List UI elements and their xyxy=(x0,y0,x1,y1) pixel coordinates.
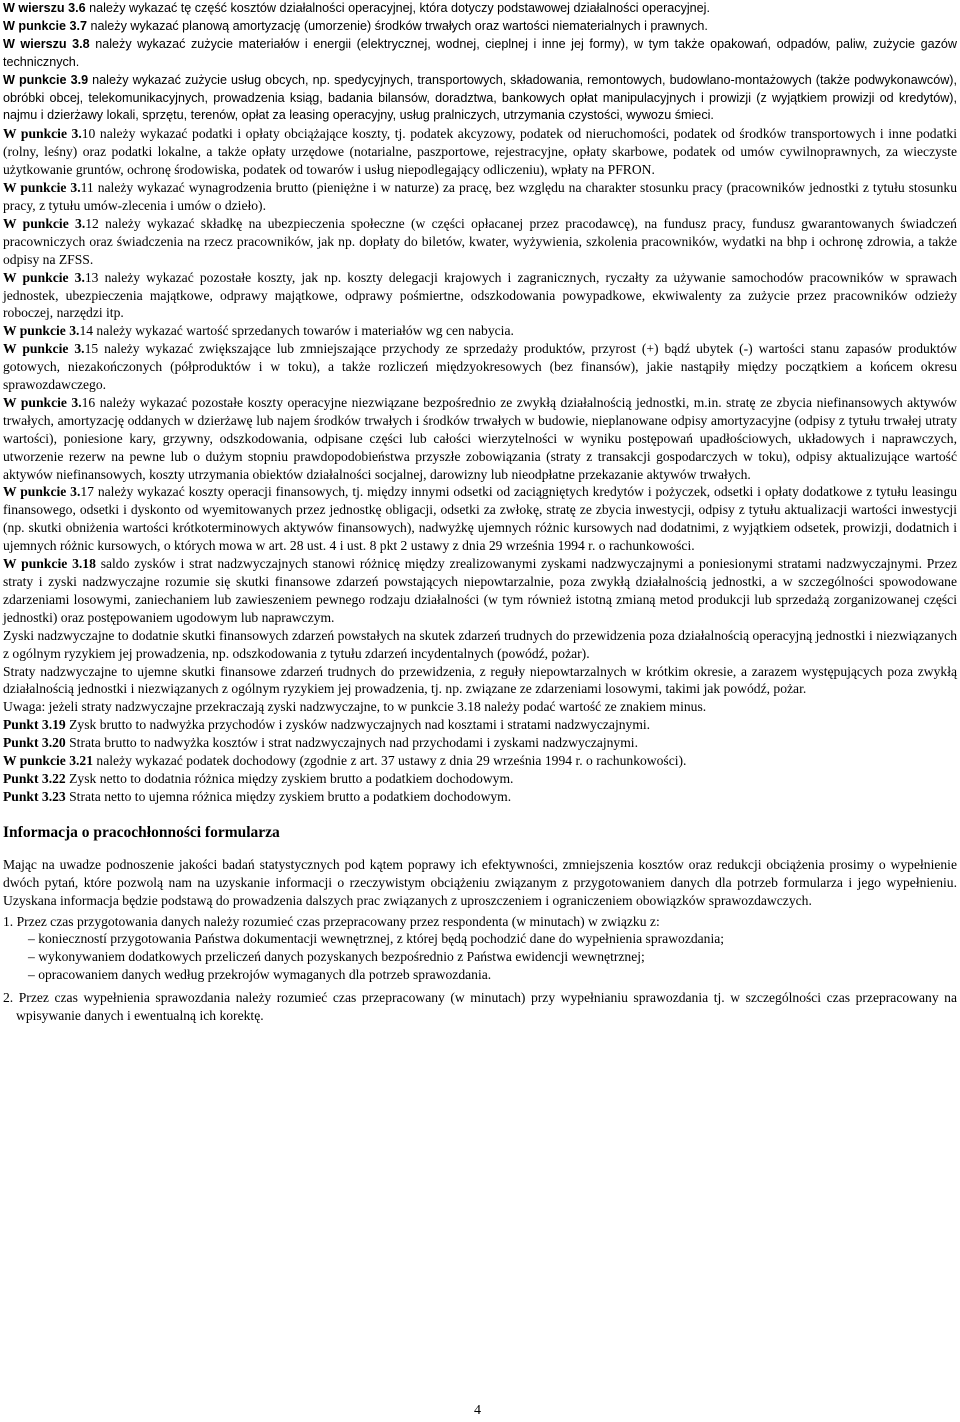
instruction-paragraph xyxy=(3,215,957,269)
instruction-paragraph xyxy=(3,18,957,36)
dash-item: – wykonywaniem dodatkowych przeliczeń danych pozyskanych bezpośrednio z Państwa ewidencji wewnętrznej; xyxy=(28,949,645,965)
instruction-paragraph xyxy=(3,663,957,699)
instruction-lead: W punkcie 3. xyxy=(3,484,81,500)
instruction-lead: W punkcie 3.7 xyxy=(3,18,87,33)
instruction-text: 13 należy wykazać pozostałe koszty, jak np. koszty delegacji krajowych i zagranicznych, ryczałty za używanie samochodów pracowników w sprawach jednostek, ubezpieczenia majątkowe, odprawy majątkowe, odprawy pośmiertne, odszkodowania powypadkowe, ekwiwalenty za zużycie przez pracowników odzieży roboczej, narzędzi itp. xyxy=(3,269,957,321)
instruction-lead: W punkcie 3. xyxy=(3,215,86,231)
instruction-paragraph xyxy=(3,698,957,716)
instruction-text: Straty nadzwyczajne to ujemne skutki finansowe zdarzeń trudnych do przewidzenia, z reguły niepowtarzalnych w krótkim okresie, a zarazem występujących poza zwykłą działalnością jednostki i niezwiązanych z ogólnym ryzykiem jej prowadzenia, tj. np. związane ze zdarzeniami losowymi, takimi jak powódź, pożar. xyxy=(3,663,957,697)
instruction-lead: Punkt 3.20 xyxy=(3,735,66,751)
instruction-paragraph xyxy=(3,716,957,734)
instruction-lead: W punkcie 3.21 xyxy=(3,753,94,769)
instruction-paragraph xyxy=(3,340,957,394)
instruction-lead: Punkt 3.19 xyxy=(3,717,66,733)
instruction-paragraph xyxy=(3,788,957,806)
instruction-text: Zysk netto to dodatnia różnica między zyskiem brutto a podatkiem dochodowym. xyxy=(65,770,514,786)
instruction-text: Uwaga: jeżeli straty nadzwyczajne przekraczają zyski nadzwyczajne, to w punkcie 3.18 należy podać wartość ze znakiem minus. xyxy=(3,699,707,715)
instruction-paragraph xyxy=(3,0,957,18)
dash-item: – opracowaniem danych według przekrojów wymaganych dla potrzeb sprawozdania. xyxy=(28,967,492,983)
instruction-lead: W punkcie 3. xyxy=(3,394,82,410)
instruction-paragraph xyxy=(3,72,957,126)
question-2: 2. Przez czas wypełnienia sprawozdania należy rozumieć czas przepracowany (w minutach) przy wypełnianiu sprawozdania tj. w szczególności czas przepracowany na wpisywanie danych i ewentualną ich korektę. xyxy=(3,990,957,1024)
instruction-text: 11 należy wykazać wynagrodzenia brutto (pieniężne i w naturze) za pracę, bez względu na charakter stosunku pracy (pracowników jednostki z tytułu stosunku pracy, z tytułu umów-zlecenia i umów o dzieło). xyxy=(3,180,957,213)
instruction-text: Zysk brutto to nadwyżka przychodów i zysków nadzwyczajnych nad kosztami i stratami nadzwyczajnymi. xyxy=(65,717,651,733)
instruction-text: należy wykazać planową amortyzację (umorzenie) środków trwałych oraz wartości niematerialnych i prawnych. xyxy=(86,18,708,33)
instruction-lead: W punkcie 3.18 xyxy=(3,556,96,572)
instruction-paragraph xyxy=(3,125,957,179)
instruction-paragraph xyxy=(3,269,957,323)
instruction-lead: W punkcie 3. xyxy=(3,341,85,357)
instruction-text: 15 należy wykazać zwiększające lub zmniejszające przychody ze sprzedaży produktów, przyrost (+) bądź ubytek (-) wartości stanu zapasów produktów gotowych, niezakończonych (półproduktów i w toku), a także rozliczeń międzyokresowych (bez finansów), jakie nastąpiły między początkiem a końcem okresu sprawozdawczego. xyxy=(3,341,957,393)
intro-paragraph: Mając na uwadze podnoszenie jakości badań statystycznych pod kątem poprawy ich efektywności, zmniejszenia kosztów oraz redukcji obciążenia prosimy o wypełnienie dwóch pytań, które pozwolą nam na uzyskanie informacji o rzeczywistym obciążeniu związanym z przygotowaniem danych dla potrzeb formularza i jego wypełnieniu. Uzyskana informacja będzie podstawą do prowadzenia dalszych prac związanych z uproszczeniem i ograniczeniem obowiązków sprawozdawczych. xyxy=(3,856,957,908)
instruction-lead: Punkt 3.22 xyxy=(3,770,66,786)
instruction-text: należy wykazać tę część kosztów działalności operacyjnej, która dotyczy podstawowej działalności operacyjnej. xyxy=(85,1,710,15)
instruction-paragraph xyxy=(3,36,957,72)
page-number: 4 xyxy=(474,1403,481,1418)
instruction-paragraph xyxy=(3,483,957,555)
instruction-paragraph xyxy=(3,179,957,215)
section-heading: Informacja o pracochłonności formularza xyxy=(3,823,280,841)
instruction-text: 14 należy wykazać wartość sprzedanych towarów i materiałów wg cen nabycia. xyxy=(79,323,514,339)
instruction-text: 12 należy wykazać składkę na ubezpieczenia społeczne (w części opłacanej przez pracodawcę), na fundusz pracy, fundusz gwarantowanych świadczeń pracowniczych oraz świadczenia na rzecz pracowników, jak np. dopłaty do biletów, kwater, wyżywienia, szkolenia pracowników, wydatki na bhp i ochronę zdrowia, a także odpisy na ZFSS. xyxy=(3,215,957,267)
instruction-text: 16 należy wykazać pozostałe koszty operacyjne niezwiązane bezpośrednio ze zwykłą działalnością jednostki, m.in. stratę ze zbycia niefinansowych aktywów trwałych, amortyzację oddanych w dzierżawę lub najem środków trwałych i środków trwałych w budowie, nieplanowane odpisy amortyzacyjne (odpisy z tytułu trwałej utraty wartości), poniesione kary, grzywny, odszkodowania, odpisane części lub całości wierzytelności w wyniku postępowań upadłościowych, układowych i naprawczych, utworzenie rezerw na pewne lub o dużym stopniu prawdopodobieństwa przyszłe zobowiązania (straty z transakcji gospodarczych w toku), odpisy aktualizujące wartość aktywów niefinansowych, koszty utrzymania obiektów działalności socjalnej, darowizny lub nieodpłatne przekazanie aktywów trwałych. xyxy=(3,394,957,482)
dash-item: – konieczností przygotowania Państwa dokumentacji wewnętrznej, z której będą pochodzić dane do wypełnienia sprawozdania; xyxy=(28,931,725,947)
instruction-paragraph xyxy=(3,770,957,788)
instruction-paragraph xyxy=(3,394,957,484)
instruction-text: należy wykazać podatek dochodowy (zgodnie z art. 37 ustawy z dnia 29 września 1994 r. o rachunkowości). xyxy=(93,753,687,769)
instruction-lead: W punkcie 3.9 xyxy=(3,72,89,87)
instruction-text: saldo zysków i strat nadzwyczajnych stanowi różnicę między zrealizowanymi zyskami nadzwyczajnymi a poniesionymi stratami nadzwyczajnymi. Przez straty i zyski nadzwyczajne rozumie się skutki finansowe zdarzeń powstających niepowtarzalnie, poza zwykłą działalnością jednostki, a w szczególności spowodowane zdarzeniami losowymi, zaniechaniem lub zawieszeniem pewnego rodzaju działalności (w tym również istotną zmianą metod produkcji lub sprzedażą zorganizowanej części jednostki) oraz postępowaniem ugodowym lub naprawczym. xyxy=(3,556,957,625)
instruction-text: 17 należy wykazać koszty operacji finansowych, tj. między innymi odsetki od zaciągniętych kredytów i pożyczek, odsetki i opłaty dodatkowe z tytułu leasingu finansowego, odsetki i dyskonto od wyemitowanych przez jednostkę obligacji, odsetki za zwłokę, stratę ze zbycia inwestycji, odpisy z tytułu aktualizacji wartości inwestycji (np. skutki obniżenia wartości krótkoterminowych aktywów finansowych), nadwyżkę ujemnych różnic kursowych nad dodatnimi, z wyjątkiem odsetek, prowizji, dodatnich i ujemnych różnic kursowych, o których mowa w art. 28 ust. 4 i ust. 8 pkt 2 ustawy z dnia 29 września 1994 r. o rachunkowości. xyxy=(3,484,957,554)
instruction-paragraph xyxy=(3,555,957,627)
instruction-text: należy wykazać zużycie materiałów i energii (elektrycznej, wodnej, cieplnej i inne jej formy), w tym także opakowań, odpadów, paliw, zużycie gazów technicznych. xyxy=(3,36,957,69)
instruction-lead: W wierszu 3.8 xyxy=(3,36,90,51)
instruction-lead: W punkcie 3. xyxy=(3,323,80,339)
instruction-paragraph xyxy=(3,734,957,752)
instruction-text: Strata netto to ujemna różnica między zyskiem brutto a podatkiem dochodowym. xyxy=(65,788,512,804)
instruction-lead: W punkcie 3. xyxy=(3,180,81,196)
instruction-lead: W punkcie 3. xyxy=(3,269,85,285)
instruction-paragraph xyxy=(3,322,957,340)
instruction-paragraph xyxy=(3,627,957,663)
instruction-paragraph xyxy=(3,752,957,770)
instruction-text: 10 należy wykazać podatki i opłaty obciążające koszty, tj. podatek akcyzowy, podatek od nieruchomości, podatek od środków transportowych i inne podatki (rolny, leśny) oraz podatki lokalne, a także opłaty urzędowe (notarialne, paszportowe, rejestracyjne, opłaty skarbowe, podatek od umów cywilnoprawnych, za wieczyste użytkowanie gruntów, ochronę środowiska, podatek od towarów i usług niepodlegający odliczeniu), wpłaty na PFRON. xyxy=(3,126,957,178)
instruction-text: Strata brutto to nadwyżka kosztów i strat nadzwyczajnych nad przychodami i zyskami nadzwyczajnymi. xyxy=(65,735,638,751)
instruction-lead: W punkcie 3. xyxy=(3,126,82,142)
instructions-body xyxy=(3,0,957,806)
instruction-text: Zyski nadzwyczajne to dodatnie skutki finansowych zdarzeń powstałych na skutek zdarzeń trudnych do przewidzenia poza działalnością operacyjną jednostki i niezwiązanych z ogólnym ryzykiem jej prowadzenia, np. odszkodowania z tytułu zdarzeń incydentalnych (powódź, pożar). xyxy=(3,627,957,661)
instruction-lead: W wierszu 3.6 xyxy=(3,1,86,15)
dash-list xyxy=(3,930,957,984)
instruction-lead: Punkt 3.23 xyxy=(3,788,66,804)
document-page xyxy=(3,0,957,1025)
question-1: 1. Przez czas przygotowania danych należy rozumieć czas przepracowany przez respondenta (w minutach) w związku z: xyxy=(3,913,660,929)
instruction-text: należy wykazać zużycie usług obcych, np. spedycyjnych, transportowych, składowania, remontowych, budowlano-montażowych (także podwykonawców), obróbki obcej, telekomunikacyjnych, prowadzenia ksiąg, badania bilansów, doradztwa, bankowych opłat manipulacyjnych i prowizji (z wyjątkiem prowizji od kredytów), najmu i dzierżawy lokali, sprzętu, terenów, opłat za leasing operacyjny, usług pralniczych, utrzymania czystości, wywozu śmieci. xyxy=(3,72,957,123)
